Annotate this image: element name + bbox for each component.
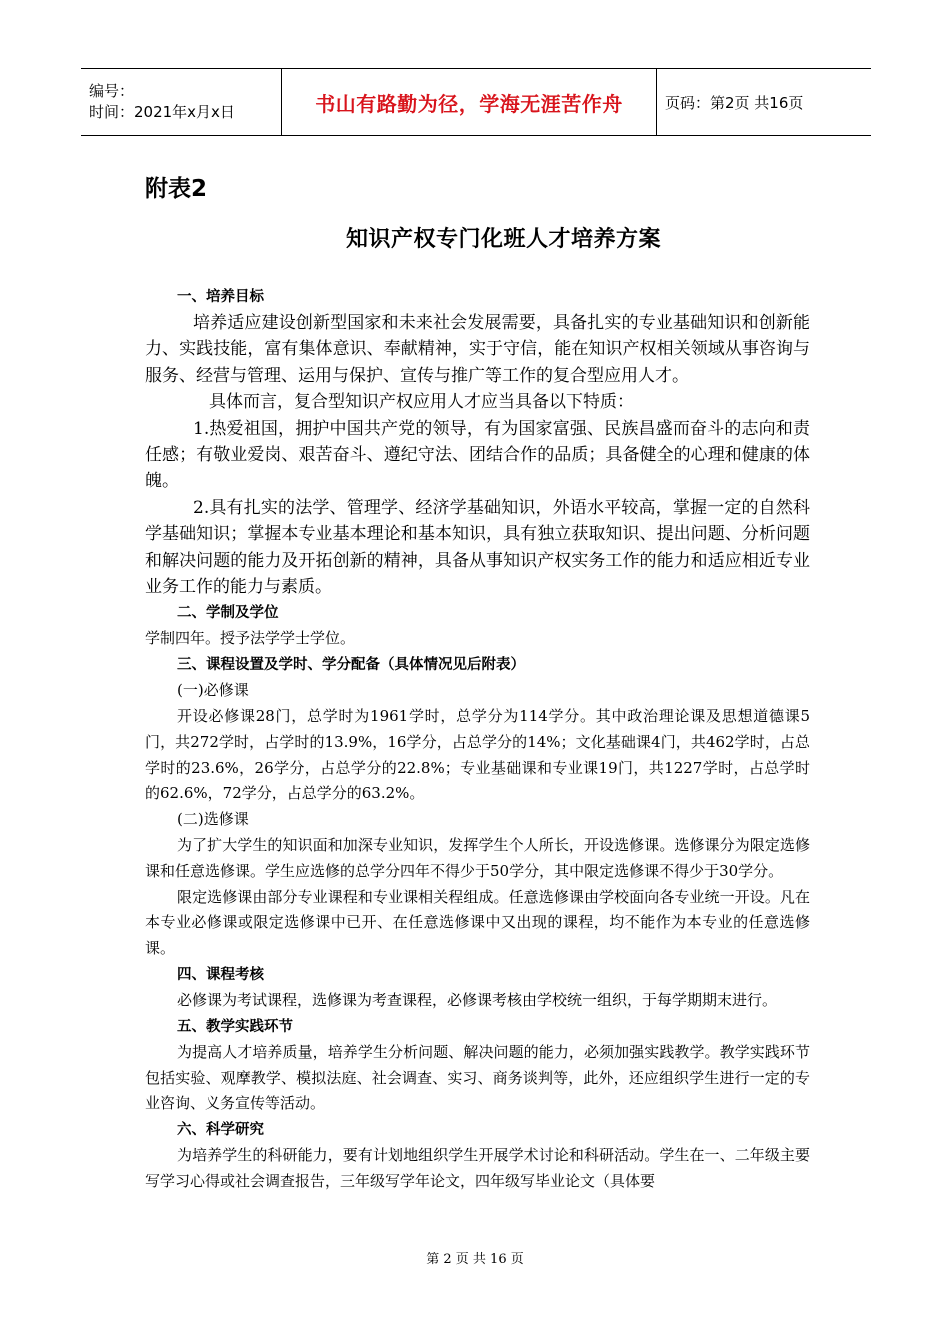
section-heading-goals: 一、培养目标: [177, 289, 264, 305]
subheading-required: (一)必修课: [177, 681, 249, 700]
section-heading-duration: 二、学制及学位: [177, 605, 279, 622]
paragraph: 开设必修课28门，总学时为1961学时，总学分为114学分。其中政治理论课及思想道德课5门，共272学时，占学时的13.9%，16学分，占总学分的14%；文化基础课4门，共462学时，占总学时的23.6%，26学分，占总学分的22.8%；专业基础课和专业课19门，共1227学时，占总学时的62.6%，72学分，占总学分的63.2%。: [145, 707, 810, 803]
paragraph: 为了扩大学生的知识面和加深专业知识，发挥学生个人所长，开设选修课。选修课分为限定选修课和任意选修课。学生应选修的总学分四年不得少于50学分，其中限定选修课不得少于30学分。: [145, 836, 810, 880]
paragraph: 学制四年。授予法学学士学位。: [145, 629, 356, 648]
paragraph: 培养适应建设创新型国家和未来社会发展需要，具备扎实的专业基础知识和创新能力、实践技能，富有集体意识、奉献精神，实于守信，能在知识产权相关领域从事咨询与服务、经营与管理、运用与保护、宣传与推广等工作的复合型应用人才。: [145, 313, 810, 386]
date-label: 时间：2021年x月x日: [89, 103, 235, 121]
document-title: 知识产权专门化班人才培养方案: [346, 227, 662, 252]
paragraph: 具体而言，复合型知识产权应用人才应当具备以下特质：: [209, 392, 634, 413]
appendix-label: 附表2: [145, 176, 208, 202]
document-body: [145, 284, 810, 1195]
header-page: [657, 69, 871, 135]
paragraph: 2.具有扎实的法学、管理学、经济学基础知识，外语水平较高，掌握一定的自然科学基础知识；掌握本专业基本理论和基本知识，具有独立获取知识、提出问题、分析问题和解决问题的能力及开拓创新的精神，具备从事知识产权实务工作的能力和适应相近专业业务工作的能力与素质。: [145, 497, 810, 598]
section-heading-assessment: 四、课程考核: [177, 967, 264, 984]
section-heading-practice: 五、教学实践环节: [177, 1018, 293, 1035]
page-footer: 第 2 页 共 16 页: [426, 1252, 524, 1267]
motto-text: 书山有路勤为径，学海无涯苦作舟: [315, 91, 623, 116]
section-heading-research: 六、科学研究: [177, 1122, 264, 1139]
paragraph: 限定选修课由部分专业课程和专业课相关程组成。任意选修课由学校面向各专业统一开设。凡在本专业必修课或限定选修课中已开、在任意选修课中又出现的课程，均不能作为本专业的任意选修课。: [145, 887, 810, 958]
paragraph: 为提高人才培养质量，培养学生分析问题、解决问题的能力，必须加强实践教学。教学实践环节包括实验、观摩教学、模拟法庭、社会调查、实习、商务谈判等，此外，还应组织学生进行一定的专业咨询、义务宣传等活动。: [145, 1042, 810, 1113]
paragraph: 必修课为考试课程，选修课为考查课程，必修课考核由学校统一组织，于每学期期末进行。: [177, 991, 778, 1010]
header-meta: [81, 69, 281, 135]
page-header: [81, 68, 871, 136]
header-motto: [281, 69, 657, 135]
number-label: 编号：: [89, 82, 135, 100]
paragraph: 为培养学生的科研能力，要有计划地组织学生开展学术讨论和科研活动。学生在一、二年级主要写学习心得或社会调查报告，三年级写学年论文，四年级写毕业论文（具体要: [145, 1146, 810, 1191]
subheading-elective: (二)选修课: [177, 810, 249, 829]
page-label: 页码：第2页 共16页: [665, 93, 804, 112]
paragraph: 1.热爱祖国，拥护中国共产党的领导，有为国家富强、民族昌盛而奋斗的志向和责任感；有敬业爱岗、艰苦奋斗、遵纪守法、团结合作的品质；具备健全的心理和健康的体魄。: [145, 418, 810, 492]
section-heading-courses: 三、课程设置及学时、学分配备（具体情况见后附表）: [177, 657, 525, 674]
